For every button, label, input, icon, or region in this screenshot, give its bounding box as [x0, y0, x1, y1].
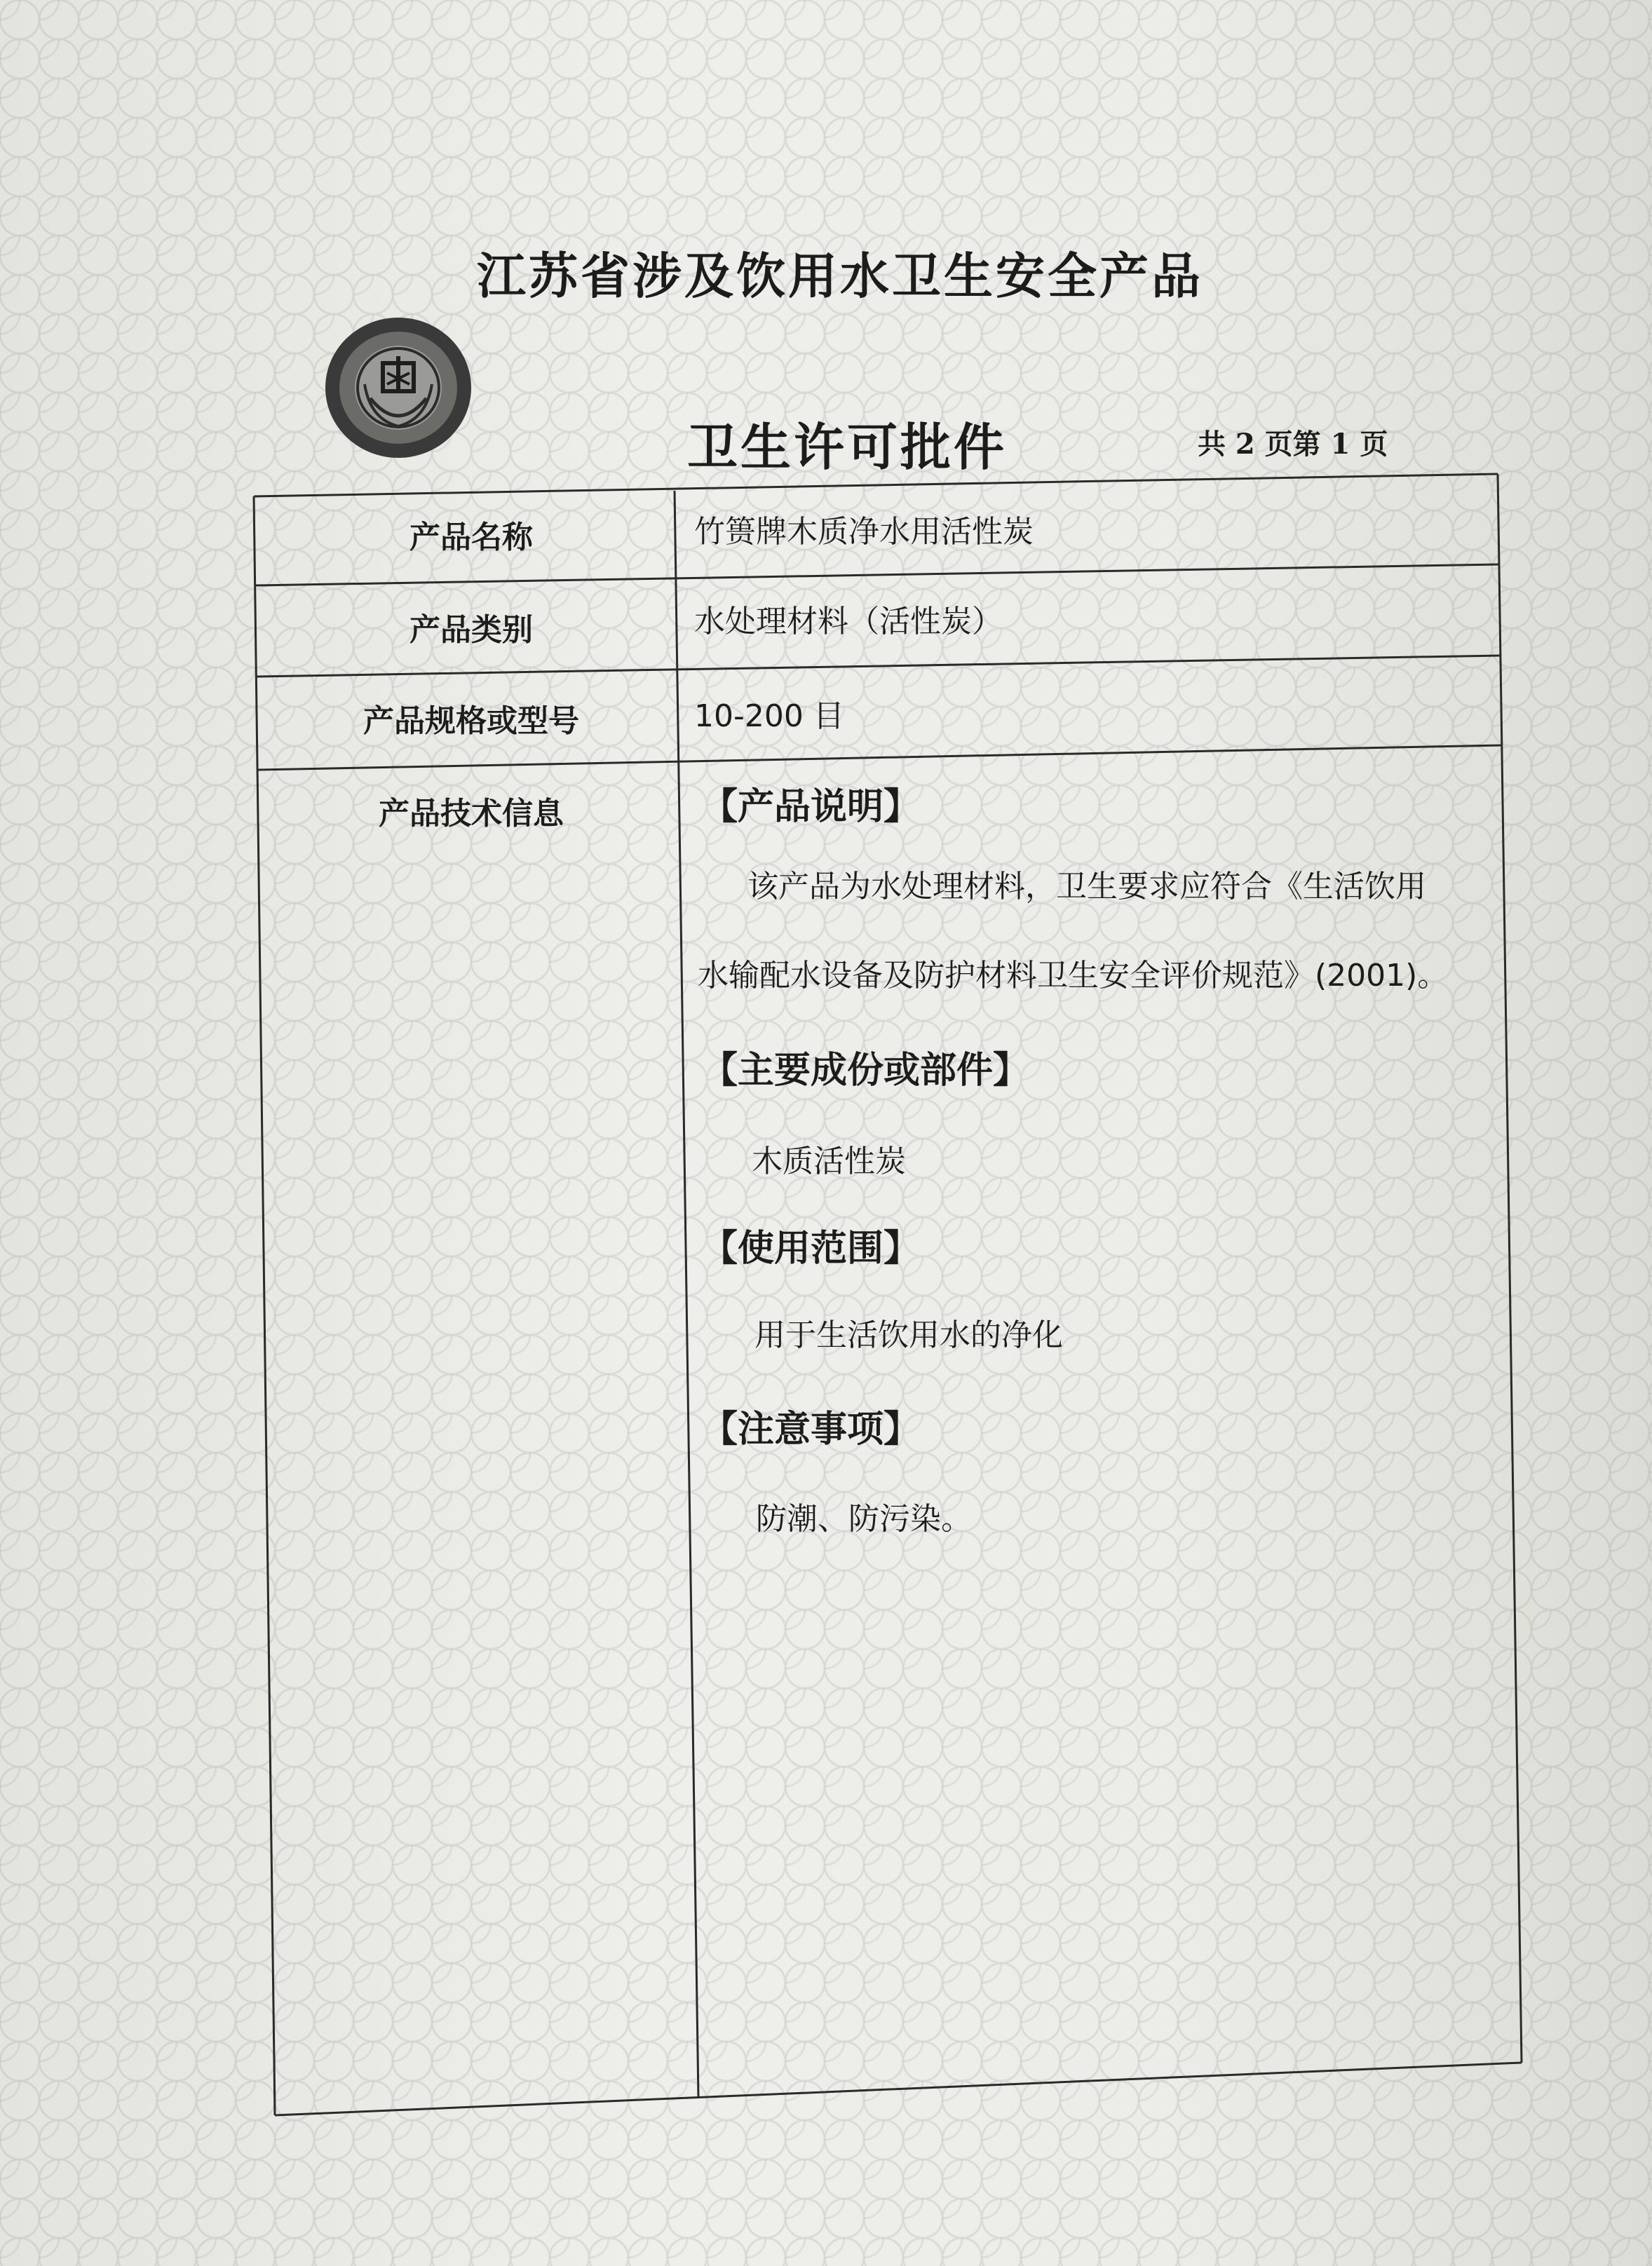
scope-text: 用于生活饮用水的净化: [754, 1317, 1063, 1353]
section-heading-description: 【产品说明】: [701, 786, 921, 828]
row-value-product-name: 竹篑牌木质净水用活性炭: [694, 514, 1034, 550]
row-label-tech-info: 产品技术信息: [379, 796, 564, 832]
row-label-product-category: 产品类别: [409, 612, 533, 648]
section-heading-components: 【主要成份或部件】: [701, 1050, 1030, 1092]
section-heading-scope: 【使用范围】: [701, 1228, 921, 1270]
components-text: 木质活性炭: [752, 1144, 906, 1179]
notes-text: 防潮、防污染。: [756, 1501, 972, 1537]
description-line-1: 该产品为水处理材料，卫生要求应符合《生活饮用: [747, 869, 1426, 904]
page-indicator: 共 2 页第 1 页: [1198, 428, 1388, 461]
document-title: 江苏省涉及饮用水卫生安全产品: [477, 247, 1203, 305]
row-label-product-name: 产品名称: [409, 520, 533, 555]
row-value-product-spec: 10-200 目: [694, 698, 844, 734]
description-line-2: 水输配水设备及防护材料卫生安全评价规范》(2001)。: [698, 958, 1449, 993]
row-value-product-category: 水处理材料（活性炭）: [694, 604, 1003, 639]
document-subtitle: 卫生许可批件: [687, 418, 1008, 477]
row-label-product-spec: 产品规格或型号: [363, 703, 579, 739]
section-heading-notes: 【注意事项】: [701, 1409, 921, 1451]
